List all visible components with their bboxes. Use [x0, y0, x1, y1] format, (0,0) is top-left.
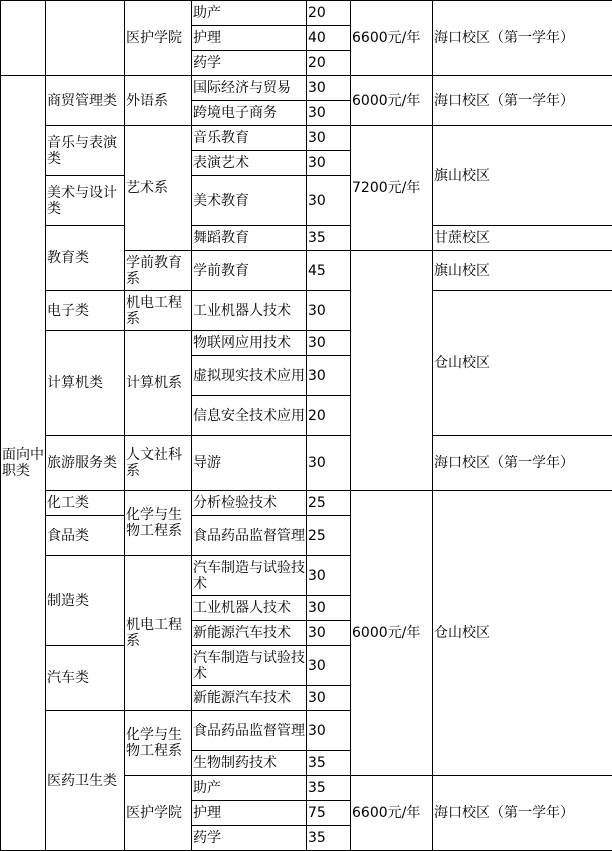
college-cell: 学前教育系	[125, 251, 192, 291]
major-cell: 学前教育	[192, 251, 307, 291]
table-row	[1, 491, 612, 516]
category-cell: 电子类	[46, 291, 125, 331]
table-row	[1, 76, 612, 101]
count-cell: 20	[307, 51, 351, 76]
category-cell: 商贸管理类	[46, 76, 125, 126]
college-cell: 化学与生物工程系	[125, 711, 192, 776]
table-row	[1, 436, 612, 491]
major-cell: 美术教育	[192, 176, 307, 226]
college-cell: 机电工程系	[125, 556, 192, 711]
major-cell: 导游	[192, 436, 307, 491]
fee-cell: 6600元/年	[351, 776, 433, 851]
major-cell: 食品药品监督管理	[192, 711, 307, 751]
major-cell: 信息安全技术应用	[192, 396, 307, 436]
college-cell: 机电工程系	[125, 291, 192, 331]
college-cell: 医护学院	[125, 776, 192, 851]
campus-cell: 旗山校区	[433, 251, 612, 291]
campus-cell: 海口校区（第一学年）	[433, 776, 612, 851]
college-cell: 艺术系	[125, 126, 192, 251]
major-cell: 物联网应用技术	[192, 331, 307, 356]
major-cell: 工业机器人技术	[192, 596, 307, 621]
count-cell: 30	[307, 711, 351, 751]
table-row	[1, 291, 612, 331]
major-cell: 舞蹈教育	[192, 226, 307, 251]
campus-cell: 海口校区（第一学年）	[433, 436, 612, 491]
count-cell: 35	[307, 826, 351, 851]
group-label-cell: 面向中职类	[1, 76, 46, 851]
count-cell: 75	[307, 801, 351, 826]
major-cell: 表演艺术	[192, 151, 307, 176]
college-cell: 外语系	[125, 76, 192, 126]
count-cell: 30	[307, 686, 351, 711]
fee-cell	[351, 251, 433, 491]
count-cell: 35	[307, 776, 351, 801]
count-cell: 30	[307, 646, 351, 686]
major-cell: 汽车制造与试验技术	[192, 556, 307, 596]
major-cell: 汽车制造与试验技术	[192, 646, 307, 686]
major-cell: 新能源汽车技术	[192, 621, 307, 646]
count-cell: 20	[307, 1, 351, 26]
table-row	[1, 226, 612, 251]
category-cell: 化工类	[46, 491, 125, 516]
count-cell: 20	[307, 396, 351, 436]
major-cell: 护理	[192, 801, 307, 826]
category-cell: 美术与设计类	[46, 176, 125, 226]
fee-cell: 7200元/年	[351, 126, 433, 251]
count-cell: 30	[307, 556, 351, 596]
major-cell: 助产	[192, 1, 307, 26]
count-cell: 30	[307, 331, 351, 356]
count-cell: 30	[307, 101, 351, 126]
count-cell: 30	[307, 356, 351, 396]
count-cell: 30	[307, 436, 351, 491]
major-cell: 国际经济与贸易	[192, 76, 307, 101]
fee-cell: 6000元/年	[351, 491, 433, 776]
college-cell: 化学与生物工程系	[125, 491, 192, 556]
college-cell: 人文社科系	[125, 436, 192, 491]
category-cell: 医药卫生类	[46, 711, 125, 851]
table-row	[1, 1, 612, 26]
major-cell: 食品药品监督管理	[192, 516, 307, 556]
count-cell: 30	[307, 291, 351, 331]
count-cell: 25	[307, 491, 351, 516]
major-cell: 音乐教育	[192, 126, 307, 151]
category-cell: 食品类	[46, 516, 125, 556]
count-cell: 45	[307, 251, 351, 291]
college-cell: 计算机系	[125, 331, 192, 436]
category-cell: 教育类	[46, 226, 125, 291]
count-cell: 25	[307, 516, 351, 556]
count-cell: 40	[307, 26, 351, 51]
campus-cell: 海口校区（第一学年）	[433, 1, 612, 76]
group-blank-cell	[1, 1, 46, 76]
college-cell: 医护学院	[125, 1, 192, 76]
campus-cell: 甘蔗校区	[433, 226, 612, 251]
count-cell: 30	[307, 596, 351, 621]
major-cell: 工业机器人技术	[192, 291, 307, 331]
major-cell: 药学	[192, 51, 307, 76]
major-cell: 跨境电子商务	[192, 101, 307, 126]
count-cell: 35	[307, 751, 351, 776]
fee-cell: 6600元/年	[351, 1, 433, 76]
major-cell: 生物制药技术	[192, 751, 307, 776]
major-cell: 药学	[192, 826, 307, 851]
category-cell: 音乐与表演类	[46, 126, 125, 176]
category-cell: 汽车类	[46, 646, 125, 711]
major-cell: 助产	[192, 776, 307, 801]
major-cell: 护理	[192, 26, 307, 51]
count-cell: 30	[307, 151, 351, 176]
count-cell: 30	[307, 621, 351, 646]
count-cell: 30	[307, 126, 351, 151]
table-row	[1, 126, 612, 151]
campus-cell: 仓山校区	[433, 291, 612, 436]
campus-cell: 旗山校区	[433, 126, 612, 226]
category-cell: 制造类	[46, 556, 125, 646]
count-cell: 30	[307, 76, 351, 101]
category-cell: 计算机类	[46, 331, 125, 436]
major-cell: 新能源汽车技术	[192, 686, 307, 711]
campus-cell: 仓山校区	[433, 491, 612, 776]
category-blank-cell	[46, 1, 125, 76]
count-cell: 35	[307, 226, 351, 251]
fee-cell: 6000元/年	[351, 76, 433, 126]
count-cell: 30	[307, 176, 351, 226]
major-cell: 分析检验技术	[192, 491, 307, 516]
campus-cell: 海口校区（第一学年）	[433, 76, 612, 126]
category-cell: 旅游服务类	[46, 436, 125, 491]
major-cell: 虚拟现实技术应用	[192, 356, 307, 396]
